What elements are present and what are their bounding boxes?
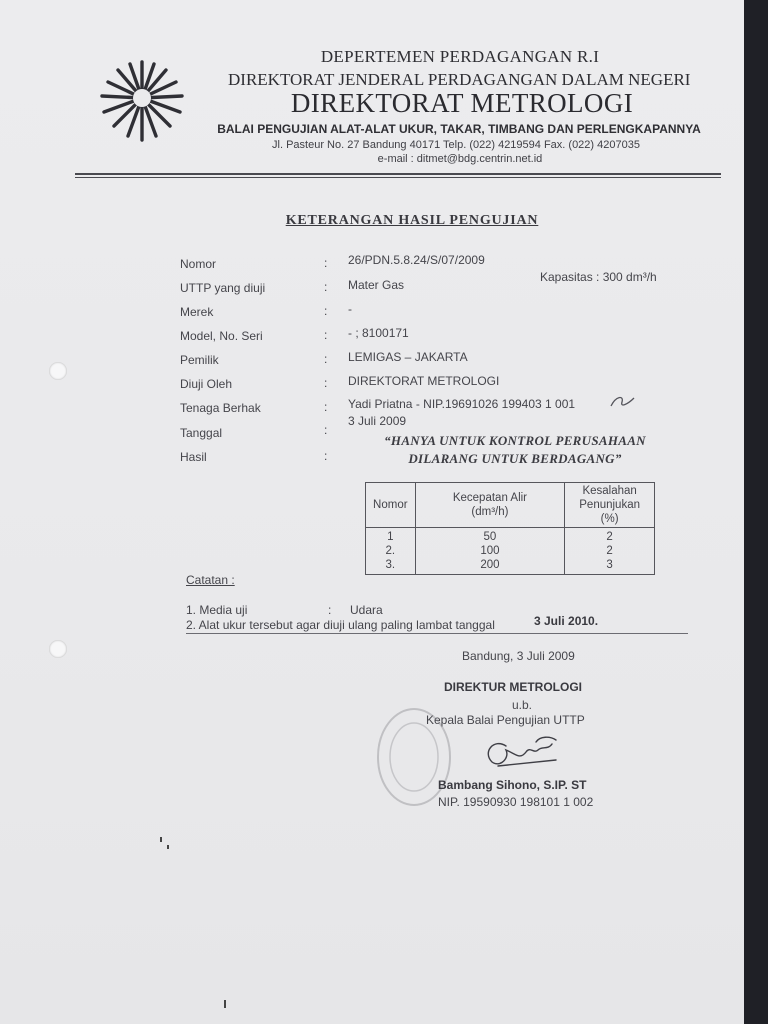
field-colon: : xyxy=(324,328,328,342)
field-value-merek: - xyxy=(348,302,352,316)
email-line: e-mail : ditmet@bdg.centrin.net.id xyxy=(377,153,543,165)
table-cell: 100 xyxy=(415,544,565,558)
place-date: Bandung, 3 Juli 2009 xyxy=(462,649,575,663)
notes-heading: Catatan : xyxy=(186,573,235,587)
results-table xyxy=(365,482,655,575)
field-colon: : xyxy=(324,352,328,366)
table-header-flow: Kecepatan Alir (dm³/h) xyxy=(415,483,565,528)
field-value-diuji-oleh: DIREKTORAT METROLOGI xyxy=(348,374,500,388)
handwritten-signature xyxy=(476,730,566,774)
punch-hole xyxy=(49,640,67,658)
table-cell: 1 xyxy=(366,528,416,545)
field-colon: : xyxy=(324,256,328,270)
field-value-pemilik: LEMIGAS – JAKARTA xyxy=(348,350,468,364)
scan-speck xyxy=(160,837,162,842)
signatory-name: Bambang Sihono, S.IP. ST xyxy=(438,778,587,792)
capacity-value: Kapasitas : 300 dm³/h xyxy=(540,270,657,284)
handwritten-initial-mark xyxy=(608,392,638,412)
scan-speck xyxy=(224,1000,226,1008)
table-row xyxy=(366,528,655,545)
field-label-tanggal: Tanggal xyxy=(180,426,223,440)
field-label-nomor: Nomor xyxy=(180,257,217,271)
field-colon: : xyxy=(324,304,328,318)
note-item1-label: 1. Media uji xyxy=(186,603,248,617)
field-colon: : xyxy=(324,400,328,414)
ministry-heading: DEPERTEMEN PERDAGANGAN R.I xyxy=(320,47,600,66)
field-value-model: - ; 8100171 xyxy=(348,326,409,340)
table-header-error: Kesalahan Penunjukan (%) xyxy=(565,483,655,528)
table-cell: 2. xyxy=(366,544,416,558)
official-stamp-icon xyxy=(374,705,454,809)
field-value-uttp: Mater Gas xyxy=(348,278,405,292)
punch-hole xyxy=(49,362,67,380)
control-note-line2: DILARANG UNTUK BERDAGANG” xyxy=(408,451,622,466)
table-cell: 200 xyxy=(415,558,565,575)
field-label-tenaga-berhak: Tenaga Berhak xyxy=(180,401,261,415)
field-label-merek: Merek xyxy=(180,305,214,319)
signatory-position: Kepala Balai Pengujian UTTP xyxy=(426,713,585,727)
document-title: KETERANGAN HASIL PENGUJIAN xyxy=(285,213,539,228)
table-row xyxy=(366,544,655,558)
unit-heading: BALAI PENGUJIAN ALAT-ALAT UKUR, TAKAR, TIMBANG DAN PERLENGKAPANNYA xyxy=(217,122,701,136)
table-cell: 3. xyxy=(366,558,416,575)
field-label-pemilik: Pemilik xyxy=(180,353,219,367)
field-colon: : xyxy=(324,376,328,390)
field-colon: : xyxy=(324,423,328,437)
field-colon: : xyxy=(324,449,328,463)
field-value-tenaga-berhak: Yadi Priatna - NIP.19691026 199403 1 001 xyxy=(348,397,576,411)
field-label-diuji-oleh: Diuji Oleh xyxy=(180,377,233,391)
scan-speck xyxy=(167,845,169,849)
table-header-nomor: Nomor xyxy=(366,483,416,528)
field-value-tanggal: 3 Juli 2009 xyxy=(348,414,407,428)
signatory-nip: NIP. 19590930 198101 1 002 xyxy=(438,795,594,809)
table-cell: 50 xyxy=(415,528,565,545)
note-item1-value: Udara xyxy=(350,603,383,617)
directorate-heading: DIREKTORAT METROLOGI xyxy=(290,88,634,118)
field-label-uttp: UTTP yang diuji xyxy=(180,281,266,295)
field-label-model: Model, No. Seri xyxy=(180,329,263,343)
scan-border xyxy=(744,0,768,1024)
directorate-general-heading: DIREKTORAT JENDERAL PERDAGANGAN DALAM NEGERI xyxy=(228,70,691,89)
field-value-nomor: 26/PDN.5.8.24/S/07/2009 xyxy=(348,253,485,267)
control-note-line1: “HANYA UNTUK KONTROL PERUSAHAAN xyxy=(384,433,646,448)
signatory-ub: u.b. xyxy=(512,698,533,712)
field-label-hasil: Hasil xyxy=(180,450,207,464)
header-divider xyxy=(75,173,721,175)
table-cell: 2 xyxy=(565,528,655,545)
table-cell: 3 xyxy=(565,558,655,575)
table-cell: 2 xyxy=(565,544,655,558)
note-item1-colon: : xyxy=(328,603,332,617)
note-item2-date: 3 Juli 2010. xyxy=(534,614,599,628)
note-item2-text: 2. Alat ukur tersebut agar diuji ulang paling lambat tanggal xyxy=(186,618,495,632)
signatory-office: DIREKTUR METROLOGI xyxy=(444,680,582,694)
table-row xyxy=(366,558,655,575)
field-colon: : xyxy=(324,280,328,294)
starburst-logo-icon xyxy=(96,58,188,144)
header-divider-thin xyxy=(75,177,721,178)
address-line: Jl. Pasteur No. 27 Bandung 40171 Telp. (022) 4219594 Fax. (022) 4207035 xyxy=(272,139,640,151)
notes-underline xyxy=(186,633,688,634)
